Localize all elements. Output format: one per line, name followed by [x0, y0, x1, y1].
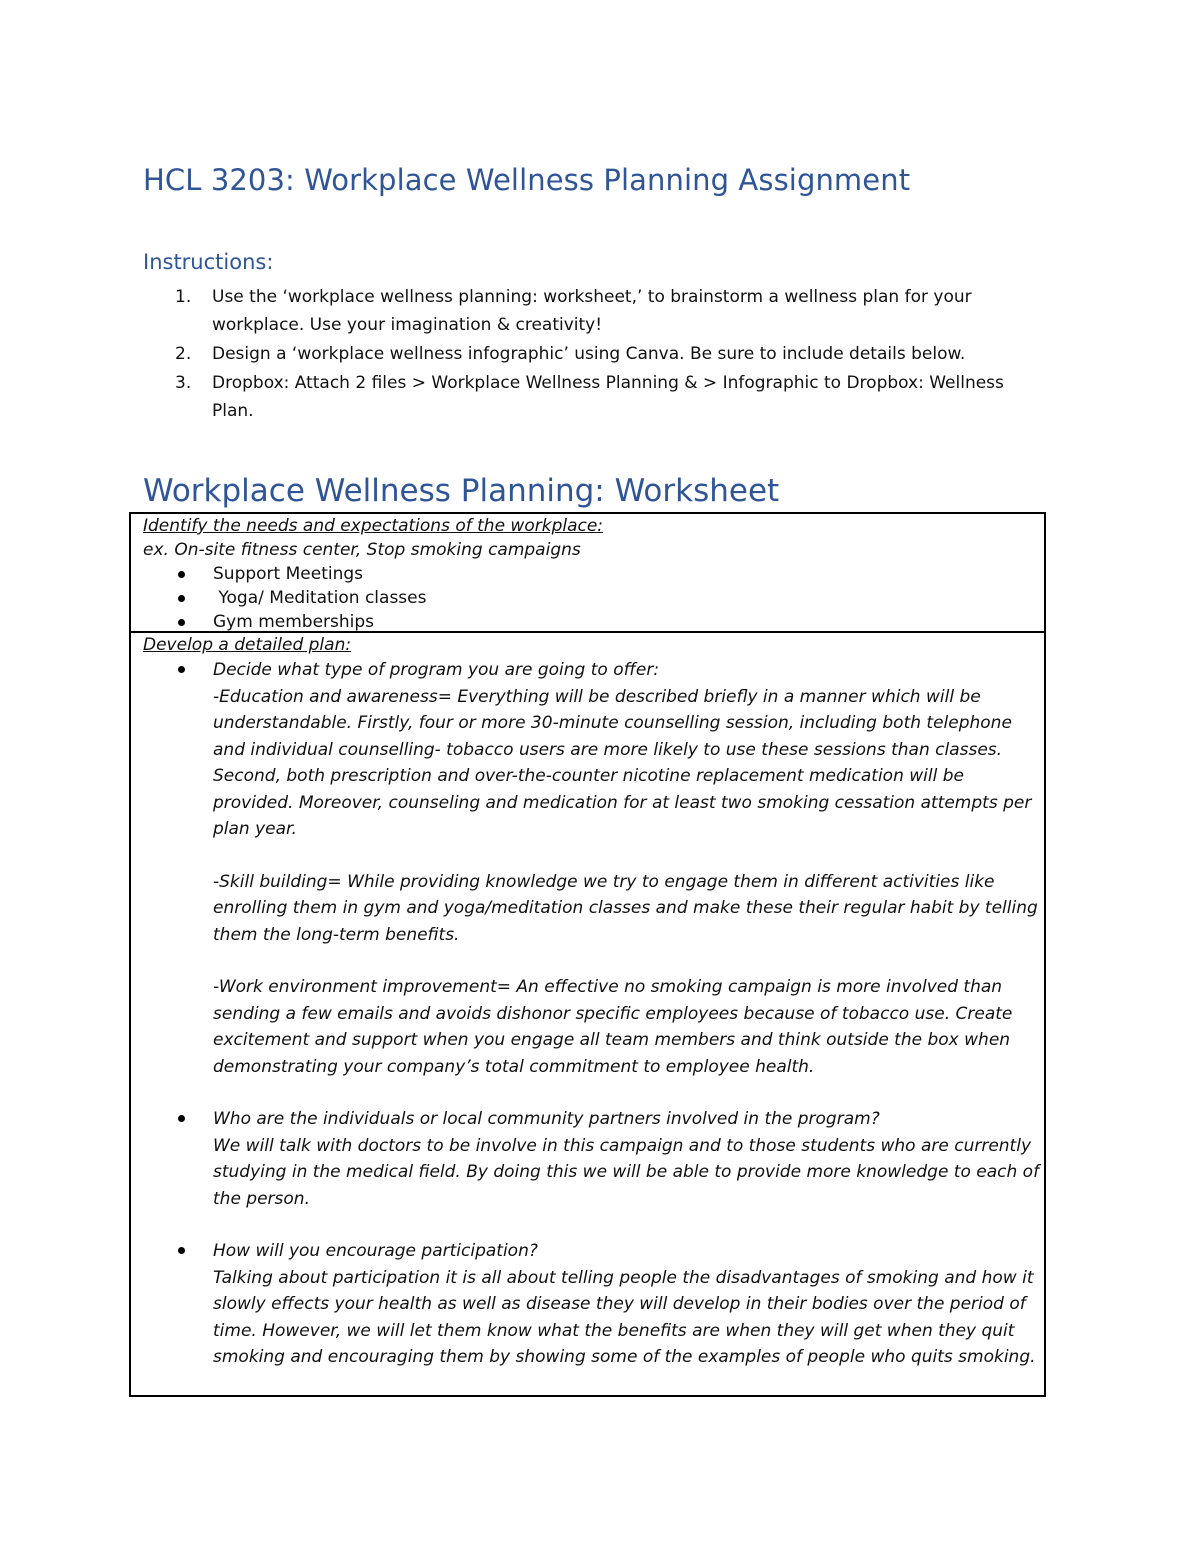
needs-example: ex. On-site fitness center, Stop smoking campaigns [143, 540, 581, 560]
plan-cell [131, 633, 1044, 1395]
instructions-heading: Instructions: [143, 250, 274, 274]
document-title: HCL 3203: Workplace Wellness Planning Assignment [143, 163, 911, 197]
plan-question-participation [143, 1238, 1044, 1371]
instruction-text: Use the ‘workplace wellness planning: worksheet,’ to brainstorm a wellness plan for your workplace. Use your imagination & creativity! [212, 287, 972, 335]
instruction-item [143, 340, 1043, 368]
answer-paragraph: -Skill building= While providing knowledge we try to engage them in different activities like enrolling them in gym and yoga/meditation classes and make these their regular habit by telling them the long-term benefits. [213, 871, 1038, 945]
answer-paragraph: -Work environment improvement= An effective no smoking campaign is more involved than sending a few emails and avoids dishonor specific employees because of tobacco use. Create excitement and support when you engage all team members and think outside the box when demonstrating your company’s total commitment to employee health. [213, 977, 1013, 1077]
instruction-item [143, 369, 1043, 425]
list-item: Support Meetings [143, 562, 1044, 586]
instruction-number: 2. [175, 344, 192, 364]
list-item: Gym memberships [143, 610, 1044, 634]
needs-cell [131, 514, 1044, 633]
worksheet-title: Workplace Wellness Planning: Worksheet [143, 473, 780, 509]
question-text: How will you encourage participation? [213, 1241, 538, 1261]
plan-heading: Develop a detailed plan: [143, 635, 352, 655]
question-text: Who are the individuals or local community partners involved in the program? [213, 1109, 880, 1129]
plan-question-partners [143, 1106, 1044, 1212]
needs-heading: Identify the needs and expectations of the workplace: [143, 516, 604, 536]
instruction-item [143, 283, 1043, 339]
instruction-text: Design a ‘workplace wellness infographic’ using Canva. Be sure to include details below. [212, 344, 966, 364]
instructions-list [143, 283, 1043, 426]
answer-paragraph: -Education and awareness= Everything will be described briefly in a manner which will be understandable. Firstly, four or more 30-minute counselling session, including both telephone and individual counselling- tobacco users are more likely to use these sessions than classes. Second, both prescription and over-the-counter nicotine replacement medication will be provided. Moreover, counseling and medication for at least two smoking cessation attempts per plan year. [213, 686, 1032, 839]
list-item: Yoga/ Meditation classes [143, 586, 1044, 610]
instruction-number: 1. [175, 287, 192, 307]
plan-question-program [143, 657, 1044, 1080]
answer-paragraph: We will talk with doctors to be involve in this campaign and to those students who are currently studying in the medical field. By doing this we will be able to provide more knowledge to each of the person. [213, 1135, 1040, 1209]
instruction-text: Dropbox: Attach 2 files > Workplace Wellness Planning & > Infographic to Dropbox: Wellness Plan. [212, 373, 1004, 421]
answer-paragraph: Talking about participation it is all about telling people the disadvantages of smoking and how it slowly effects your health as well as disease they will develop in their bodies over the period of time. However, we will let them know what the benefits are when they will get when they quit smoking and encouraging them by showing some of the examples of people who quits smoking. [213, 1267, 1036, 1367]
question-text: Decide what type of program you are going to offer: [213, 660, 660, 680]
worksheet-table [129, 512, 1046, 1397]
instruction-number: 3. [175, 373, 192, 393]
